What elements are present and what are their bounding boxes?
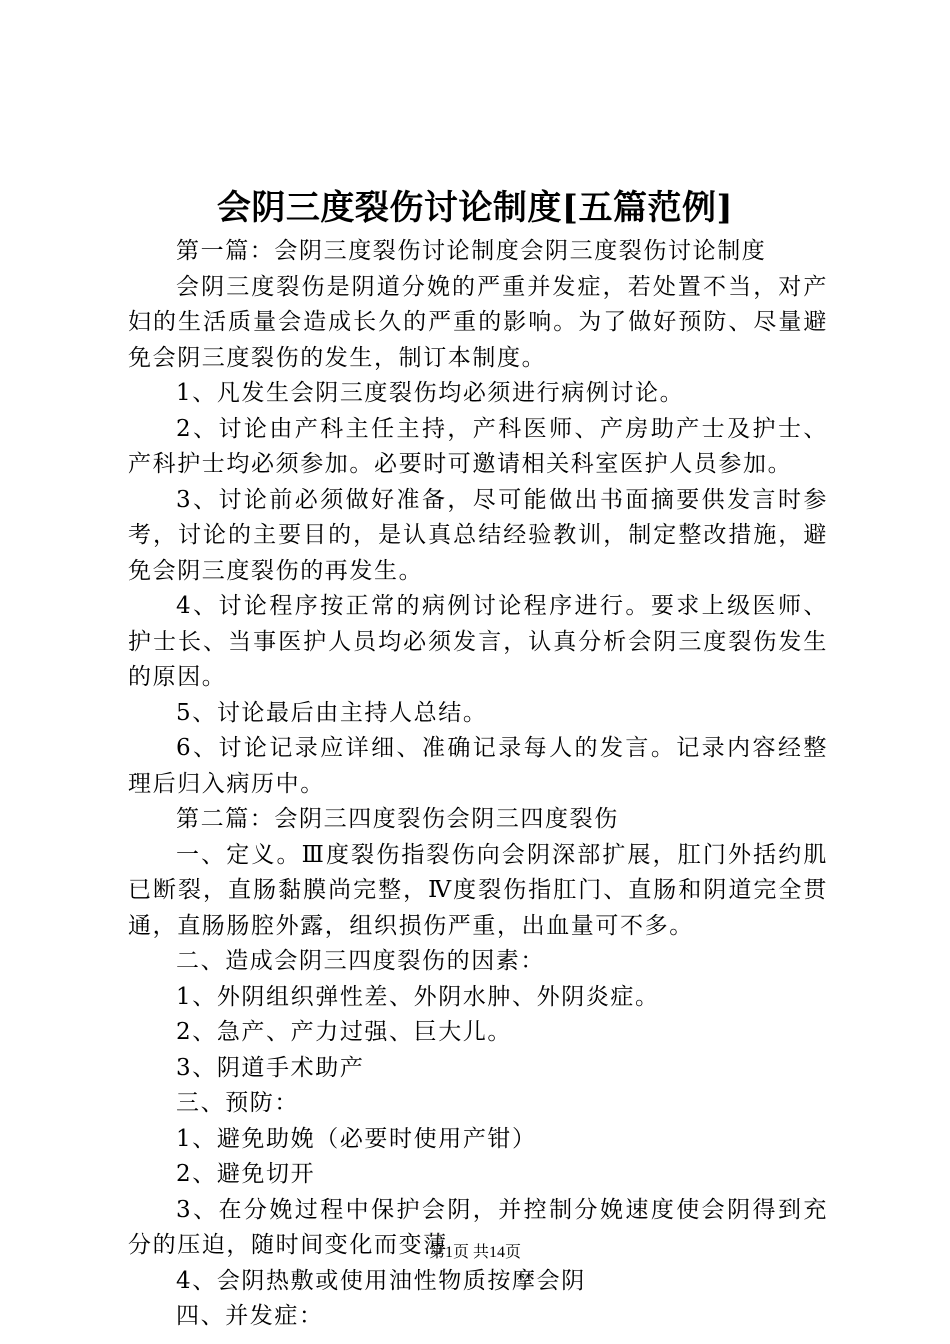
paragraph: 1、避免助娩（必要时使用产钳） — [176, 1125, 537, 1152]
document-title: 会阴三度裂伤讨论制度[五篇范例] — [216, 188, 734, 228]
paragraph: 2、急产、产力过强、巨大儿。 — [176, 1019, 513, 1045]
paragraph: 5、讨论最后由主持人总结。 — [176, 699, 488, 726]
paragraph: 1、外阴组织弹性差、外阴水肿、外阴炎症。 — [176, 983, 660, 1010]
paragraph: 2、避免切开 — [176, 1161, 316, 1187]
paragraph: 二、造成会阴三四度裂伤的因素： — [176, 948, 545, 974]
page-number-footer: 第1页 共14页 — [428, 1244, 521, 1261]
paragraph: 三、预防： — [176, 1090, 299, 1116]
paragraph: 3、阴道手术助产 — [176, 1054, 365, 1081]
paragraph: 4、会阴热敷或使用油性物质按摩会阴 — [176, 1267, 586, 1294]
paragraph: 会阴三度裂伤是阴道分娩的严重并发症，若处置不当，对产妇的生活质量会造成长久的严重的影响。为了做好预防、尽量避免会阴三度裂伤的发生，制订本制度。 — [128, 273, 828, 371]
paragraph: 4、讨论程序按正常的病例讨论程序进行。要求上级医师、护士长、当事医护人员均必须发言，认真分析会阴三度裂伤发生的原因。 — [128, 593, 828, 690]
paragraph: 2、讨论由产科主任主持，产科医师、产房助产士及护士、产科护士均必须参加。必要时可邀请相关科室医护人员参加。 — [128, 415, 828, 477]
paragraph: 3、讨论前必须做好准备，尽可能做出书面摘要供发言时参考，讨论的主要目的，是认真总结经验教训，制定整改措施，避免会阴三度裂伤的再发生。 — [128, 486, 828, 584]
paragraph: 3、在分娩过程中保护会阴，并控制分娩速度使会阴得到充分的压迫，随时间变化而变薄 — [128, 1196, 828, 1258]
document-body — [128, 234, 828, 1335]
paragraph: 6、讨论记录应详细、准确记录每人的发言。记录内容经整理后归入病历中。 — [128, 735, 828, 797]
paragraph: 1、凡发生会阴三度裂伤均必须进行病例讨论。 — [176, 380, 685, 406]
paragraph: 四、并发症： — [176, 1303, 324, 1329]
paragraph: 一、定义。Ⅲ度裂伤指裂伤向会阴深部扩展，肛门外括约肌已断裂，直肠黏膜尚完整，Ⅳ度裂伤指肛门、直肠和阴道完全贯通，直肠肠腔外露，组织损伤严重，出血量可不多。 — [128, 841, 828, 939]
paragraph: 第一篇：会阴三度裂伤讨论制度会阴三度裂伤讨论制度 — [176, 238, 767, 264]
paragraph: 第二篇：会阴三四度裂伤会阴三四度裂伤 — [176, 806, 619, 832]
